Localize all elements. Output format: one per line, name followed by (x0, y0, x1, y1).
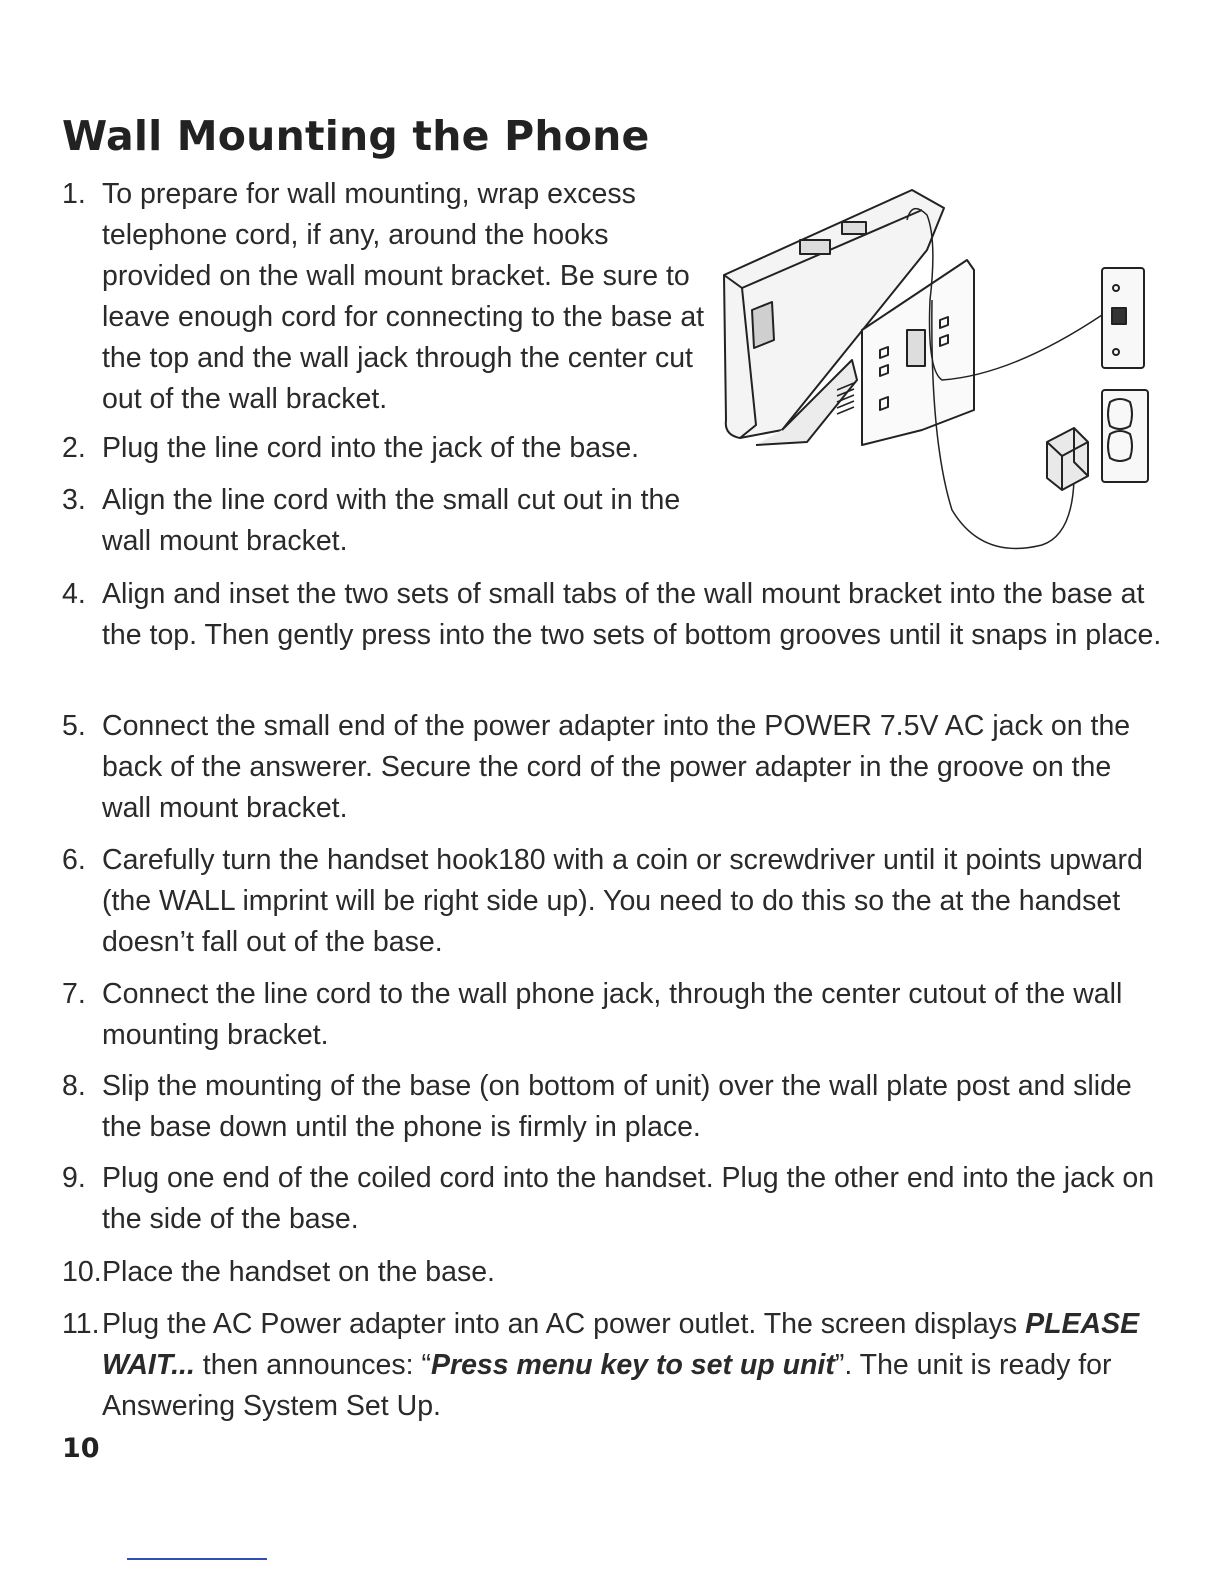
step-text-part: ”. The unit is ready for Answering System Set Up. (102, 1349, 1112, 1422)
step-number: 2. (62, 432, 86, 464)
step-text: Connect the small end of the power adapter into the POWER 7.5V AC jack on the back of the answerer. Secure the cord of the power adapter in the groove on the wall mount bracket. (102, 710, 1131, 824)
step-number: 3. (62, 484, 86, 516)
page-title: Wall Mounting the Phone (62, 112, 650, 160)
step-number: 10. (62, 1256, 102, 1288)
step-text: Plug the line cord into the jack of the base. (102, 432, 640, 464)
step-2 (62, 428, 722, 469)
step-text: Slip the mounting of the base (on bottom of unit) over the wall plate post and slide the base down until the phone is firmly in place. (102, 1070, 1132, 1143)
step-number: 9. (62, 1162, 86, 1194)
screen-message: PLEASE WAIT... (102, 1308, 1140, 1381)
step-9 (62, 1158, 1162, 1240)
page-number: 10 (62, 1433, 100, 1464)
step-text: To prepare for wall mounting, wrap excess telephone cord, if any, around the hooks provided on the wall mount bracket. Be sure to leave enough cord for connecting to the base at the top and the wall jack through the center cut out of the wall bracket. (102, 178, 705, 415)
footer-divider (127, 1558, 267, 1560)
step-text: Place the handset on the base. (102, 1256, 495, 1288)
step-number: 6. (62, 844, 86, 876)
step-5 (62, 706, 1162, 829)
step-text: Align and inset the two sets of small tabs of the wall mount bracket into the base at the top. Then gently press into the two sets of bottom grooves until it snaps in place. (102, 578, 1162, 651)
step-text: Plug one end of the coiled cord into the handset. Plug the other end into the jack on the side of the base. (102, 1162, 1155, 1235)
step-text-part: then announces: “ (194, 1349, 431, 1381)
step-8 (62, 1066, 1162, 1148)
step-number: 7. (62, 978, 86, 1010)
step-number: 8. (62, 1070, 86, 1102)
step-text: Align the line cord with the small cut out in the wall mount bracket. (102, 484, 681, 557)
step-4 (62, 574, 1162, 656)
step-7 (62, 974, 1162, 1056)
step-number: 11. (62, 1308, 100, 1340)
step-6 (62, 840, 1162, 963)
voice-announcement: Press menu key to set up unit (430, 1349, 835, 1381)
step-1 (62, 174, 722, 420)
step-text-part: Plug the AC Power adapter into an AC power outlet. The screen displays (102, 1308, 1026, 1340)
step-11 (62, 1304, 1162, 1427)
step-text (62, 1304, 1162, 1427)
step-text: Carefully turn the handset hook180 with a coin or screwdriver until it points upward (the WALL imprint will be right side up). You need to do this so the at the handset doesn’t fall out of the base. (102, 844, 1143, 958)
step-number: 1. (62, 178, 86, 210)
phone-wall-mount-illustration-icon (712, 180, 1162, 570)
step-3 (62, 480, 722, 562)
step-number: 4. (62, 578, 86, 610)
step-text: Connect the line cord to the wall phone jack, through the center cutout of the wall mounting bracket. (102, 978, 1123, 1051)
step-10 (62, 1252, 1162, 1293)
step-number: 5. (62, 710, 86, 742)
